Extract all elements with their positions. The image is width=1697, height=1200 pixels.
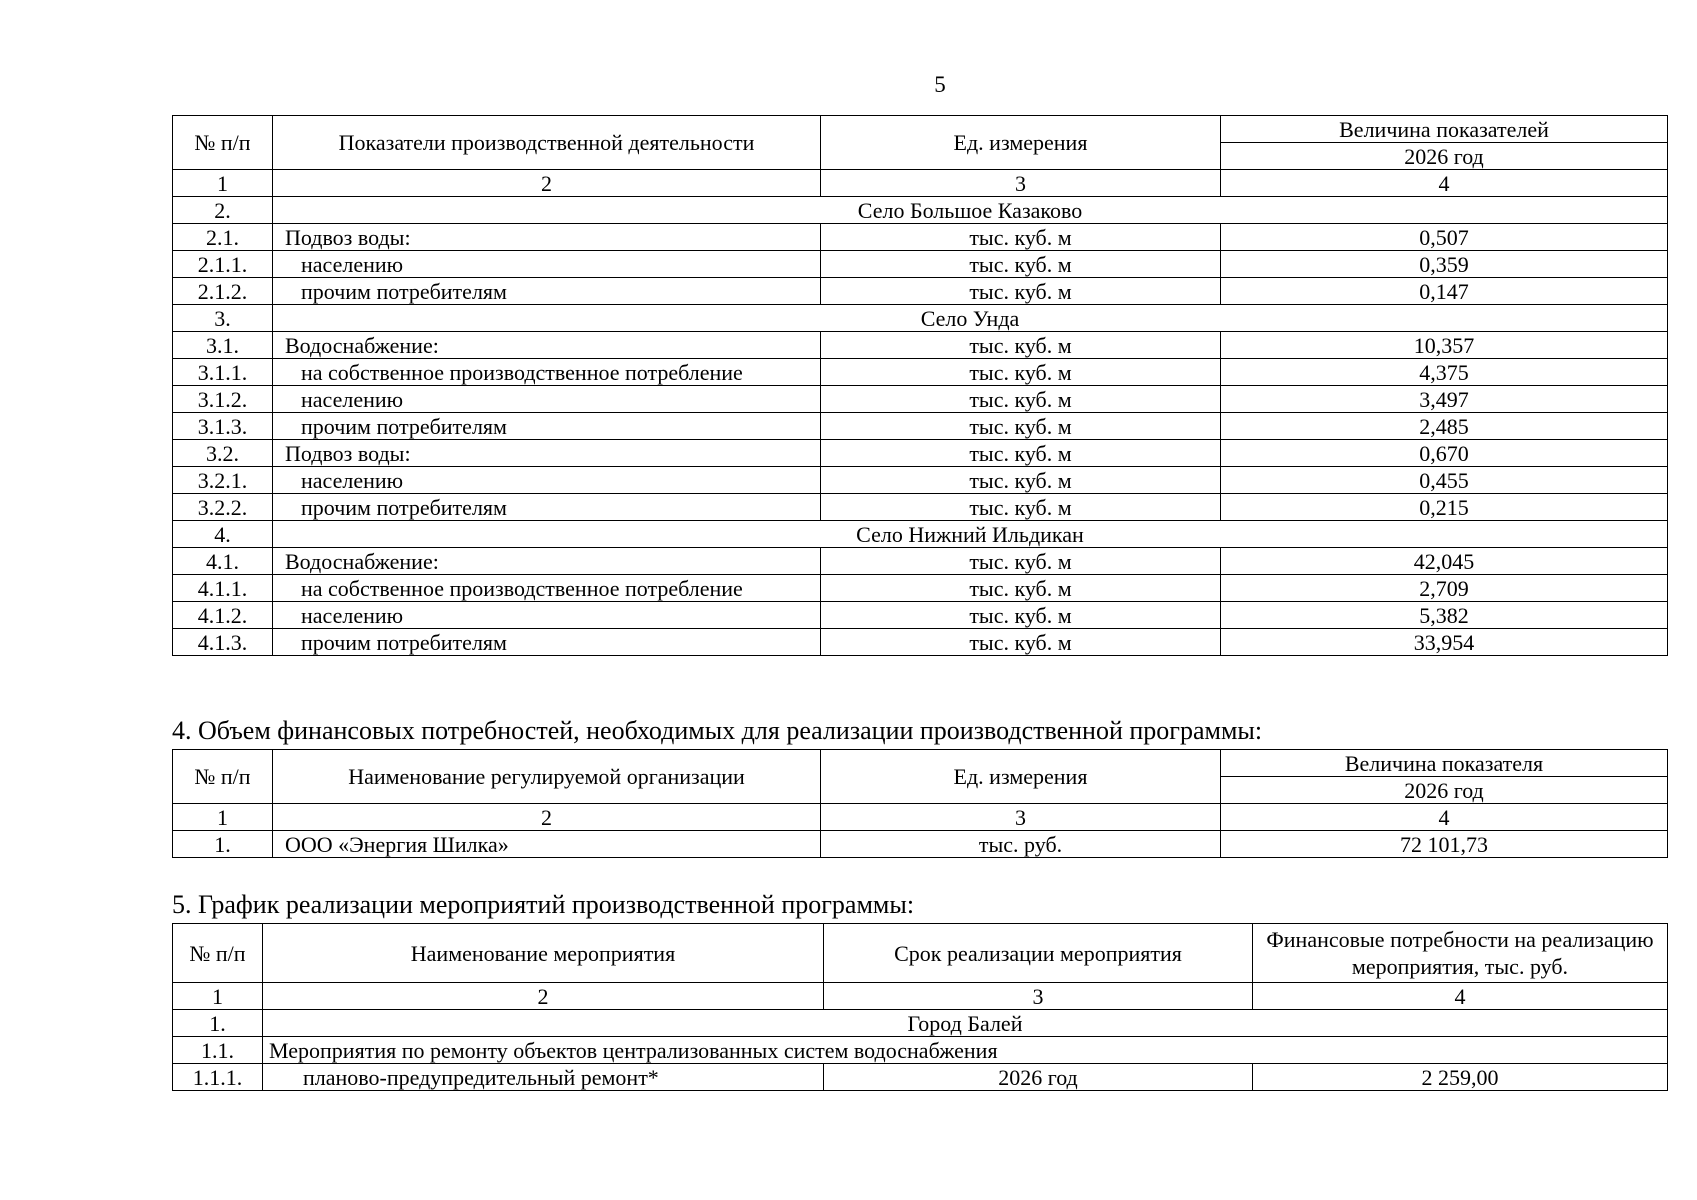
value: 0,147 [1221, 278, 1668, 305]
table-row [173, 1064, 1668, 1091]
section-5-title: 5. График реализации мероприятий производственной программы: [172, 890, 915, 919]
row-num: 1. [173, 1010, 263, 1037]
table-row [173, 332, 1668, 359]
value: 10,357 [1221, 332, 1668, 359]
unit: тыс. куб. м [821, 575, 1221, 602]
col-number: 3 [821, 170, 1221, 197]
row-num: 3.2. [173, 440, 273, 467]
table-row [173, 831, 1668, 858]
header-unit: Ед. измерения [821, 750, 1221, 804]
header-value: Величина показателей [1221, 116, 1668, 143]
value: 0,215 [1221, 494, 1668, 521]
column-numbers-row [173, 804, 1668, 831]
schedule-table [172, 923, 1668, 1091]
row-num: 3.1.1. [173, 359, 273, 386]
col-number: 4 [1253, 983, 1668, 1010]
org-name: ООО «Энергия Шилка» [273, 831, 821, 858]
row-num: 4.1. [173, 548, 273, 575]
header-year: 2026 год [1221, 777, 1668, 804]
table-row [173, 548, 1668, 575]
table-row [173, 575, 1668, 602]
production-indicators-table [172, 115, 1668, 656]
indicator-name: на собственное производственное потребление [273, 359, 821, 386]
unit: тыс. куб. м [821, 440, 1221, 467]
table-row [173, 224, 1668, 251]
unit: тыс. куб. м [821, 251, 1221, 278]
unit: тыс. куб. м [821, 629, 1221, 656]
unit: тыс. куб. м [821, 278, 1221, 305]
measure-name: планово-предупредительный ремонт* [263, 1064, 824, 1091]
indicator-name: населению [273, 251, 821, 278]
row-num: 3. [173, 305, 273, 332]
row-num: 3.2.1. [173, 467, 273, 494]
row-num: 2.1. [173, 224, 273, 251]
indicator-name: Водоснабжение: [273, 548, 821, 575]
indicator-name: прочим потребителям [273, 278, 821, 305]
column-numbers-row [173, 983, 1668, 1010]
table-header-row [173, 924, 1668, 983]
table-row [173, 467, 1668, 494]
table-row [173, 278, 1668, 305]
col-number: 2 [273, 170, 821, 197]
section-name: Село Большое Казаково [273, 197, 1668, 224]
indicator-name: населению [273, 602, 821, 629]
col-number: 1 [173, 170, 273, 197]
indicator-name: Водоснабжение: [273, 332, 821, 359]
col-number: 4 [1221, 804, 1668, 831]
value: 4,375 [1221, 359, 1668, 386]
value: 72 101,73 [1221, 831, 1668, 858]
row-num: 3.2.2. [173, 494, 273, 521]
unit: тыс. руб. [821, 831, 1221, 858]
table-header-row [173, 750, 1668, 777]
unit: тыс. куб. м [821, 332, 1221, 359]
row-num: 4.1.2. [173, 602, 273, 629]
value: 0,507 [1221, 224, 1668, 251]
indicator-name: прочим потребителям [273, 494, 821, 521]
page-number: 5 [934, 72, 946, 97]
unit: тыс. куб. м [821, 359, 1221, 386]
row-num: 2.1.1. [173, 251, 273, 278]
term: 2026 год [824, 1064, 1253, 1091]
row-num: 1.1. [173, 1037, 263, 1064]
col-number: 4 [1221, 170, 1668, 197]
header-name: Наименование мероприятия [263, 924, 824, 983]
value: 5,382 [1221, 602, 1668, 629]
col-number: 3 [824, 983, 1253, 1010]
table-row [173, 494, 1668, 521]
header-value: Величина показателя [1221, 750, 1668, 777]
col-number: 3 [821, 804, 1221, 831]
header-indicator: Показатели производственной деятельности [273, 116, 821, 170]
table-row [173, 386, 1668, 413]
group-name: Мероприятия по ремонту объектов централизованных систем водоснабжения [263, 1037, 1668, 1064]
row-num: 4.1.1. [173, 575, 273, 602]
table-row [173, 251, 1668, 278]
indicator-name: на собственное производственное потребление [273, 575, 821, 602]
value: 0,359 [1221, 251, 1668, 278]
unit: тыс. куб. м [821, 467, 1221, 494]
column-numbers-row [173, 170, 1668, 197]
value: 0,670 [1221, 440, 1668, 467]
value: 0,455 [1221, 467, 1668, 494]
table-row [173, 602, 1668, 629]
group-row [173, 1037, 1668, 1064]
table-header-row [173, 116, 1668, 143]
col-number: 2 [263, 983, 824, 1010]
row-num: 4.1.3. [173, 629, 273, 656]
value: 33,954 [1221, 629, 1668, 656]
header-term: Срок реализации мероприятия [824, 924, 1253, 983]
indicator-name: прочим потребителям [273, 413, 821, 440]
value: 2,709 [1221, 575, 1668, 602]
col-number: 1 [173, 804, 273, 831]
row-num: 2. [173, 197, 273, 224]
row-num: 4. [173, 521, 273, 548]
col-number: 2 [273, 804, 821, 831]
indicator-name: населению [273, 386, 821, 413]
table-row [173, 629, 1668, 656]
header-num: № п/п [173, 924, 263, 983]
header-year: 2026 год [1221, 143, 1668, 170]
unit: тыс. куб. м [821, 548, 1221, 575]
section-4-title: 4. Объем финансовых потребностей, необходимых для реализации производственной программы: [172, 716, 1263, 745]
indicator-name: Подвоз воды: [273, 224, 821, 251]
unit: тыс. куб. м [821, 413, 1221, 440]
value: 3,497 [1221, 386, 1668, 413]
header-num: № п/п [173, 750, 273, 804]
header-unit: Ед. измерения [821, 116, 1221, 170]
section-row [173, 305, 1668, 332]
table-row [173, 359, 1668, 386]
row-num: 3.1.3. [173, 413, 273, 440]
unit: тыс. куб. м [821, 494, 1221, 521]
indicator-name: населению [273, 467, 821, 494]
header-num: № п/п [173, 116, 273, 170]
row-num: 3.1.2. [173, 386, 273, 413]
row-num: 1. [173, 831, 273, 858]
section-row [173, 197, 1668, 224]
header-org: Наименование регулируемой организации [273, 750, 821, 804]
row-num: 3.1. [173, 332, 273, 359]
unit: тыс. куб. м [821, 224, 1221, 251]
row-num: 2.1.2. [173, 278, 273, 305]
section-name: Город Балей [263, 1010, 1668, 1037]
indicator-name: прочим потребителям [273, 629, 821, 656]
section-row [173, 1010, 1668, 1037]
section-row [173, 521, 1668, 548]
finance: 2 259,00 [1253, 1064, 1668, 1091]
table-row [173, 413, 1668, 440]
header-finance: Финансовые потребности на реализацию мероприятия, тыс. руб. [1253, 924, 1668, 983]
table-row [173, 440, 1668, 467]
value: 42,045 [1221, 548, 1668, 575]
indicator-name: Подвоз воды: [273, 440, 821, 467]
value: 2,485 [1221, 413, 1668, 440]
financial-needs-table [172, 749, 1668, 858]
unit: тыс. куб. м [821, 386, 1221, 413]
row-num: 1.1.1. [173, 1064, 263, 1091]
col-number: 1 [173, 983, 263, 1010]
section-name: Село Унда [273, 305, 1668, 332]
unit: тыс. куб. м [821, 602, 1221, 629]
section-name: Село Нижний Ильдикан [273, 521, 1668, 548]
